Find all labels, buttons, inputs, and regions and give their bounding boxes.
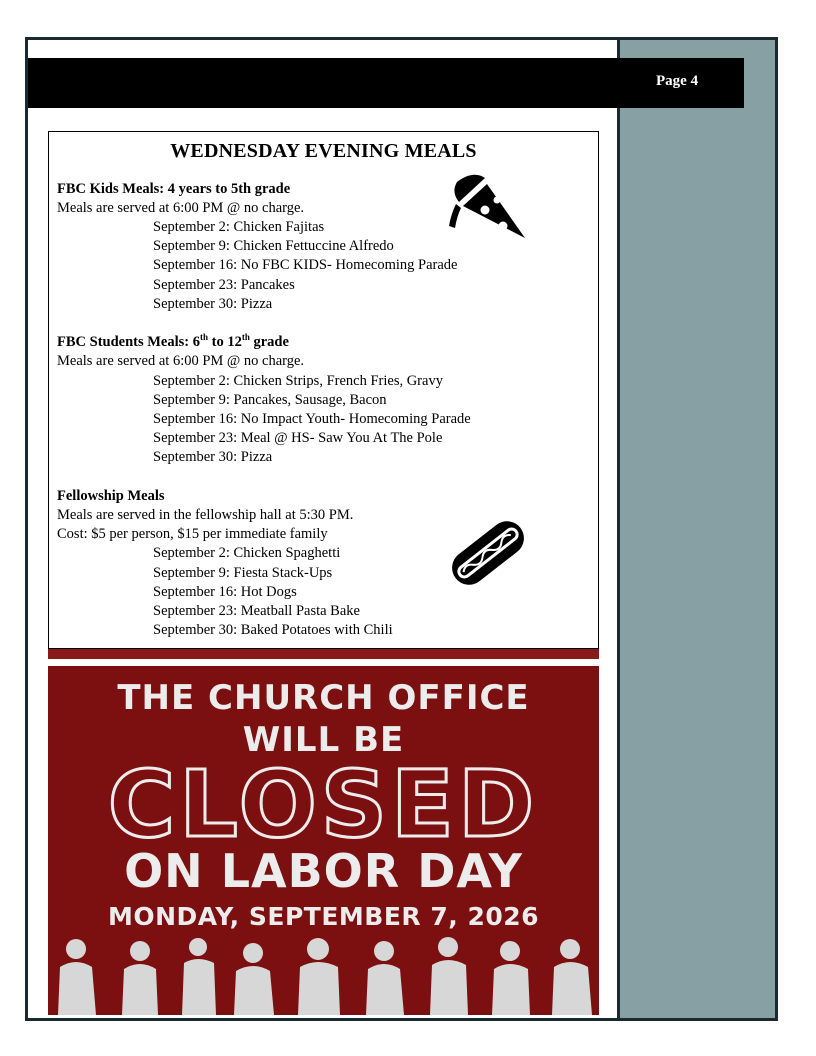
closed-headline [48, 758, 599, 844]
students-item: September 9: Pancakes, Sausage, Bacon [153, 392, 387, 408]
students-note: Meals are served at 6:00 PM @ no charge. [57, 353, 305, 369]
fellowship-note: Meals are served in the fellowship hall at 5:30 PM. [57, 507, 354, 523]
poster-line-2: WILL BE [242, 720, 405, 760]
fellowship-cost: Cost: $5 per person, $15 per immediate family [57, 526, 328, 542]
page-number: Page 4 [656, 73, 699, 89]
closed-text: CLOSED [107, 758, 539, 844]
kids-note: Meals are served at 6:00 PM @ no charge. [57, 200, 305, 216]
fellowship-item: September 16: Hot Dogs [153, 584, 297, 600]
students-item: September 16: No Impact Youth- Homecoming Parade [153, 411, 471, 427]
kids-heading: FBC Kids Meals: 4 years to 5th grade [57, 181, 291, 197]
poster-line-5: MONDAY, SEPTEMBER 7, 2026 [107, 902, 540, 931]
labor-day-poster [48, 666, 599, 1015]
poster-line-4: ON LABOR DAY [124, 844, 523, 898]
kids-item: September 30: Pizza [153, 296, 273, 312]
fellowship-item: September 2: Chicken Spaghetti [153, 545, 341, 561]
kids-item: September 9: Chicken Fettuccine Alfredo [153, 238, 394, 254]
pizza-slice-icon [447, 172, 529, 244]
workers-silhouette [48, 933, 599, 1015]
fellowship-heading: Fellowship Meals [57, 488, 165, 504]
students-item: September 2: Chicken Strips, French Fries, Gravy [153, 373, 443, 389]
maroon-divider [48, 649, 599, 659]
students-item: September 23: Meal @ HS- Saw You At The Pole [153, 430, 443, 446]
fellowship-item: September 23: Meatball Pasta Bake [153, 603, 360, 619]
meals-title: WEDNESDAY EVENING MEALS [170, 140, 477, 162]
header-bar [28, 58, 744, 108]
kids-item: September 2: Chicken Fajitas [153, 219, 325, 235]
kids-item: September 23: Pancakes [153, 277, 295, 293]
poster-line-1: THE CHURCH OFFICE [117, 678, 530, 718]
students-item: September 30: Pizza [153, 449, 273, 465]
hot-dog-icon [445, 510, 531, 596]
fellowship-item: September 30: Baked Potatoes with Chili [153, 622, 393, 638]
meals-box [48, 131, 599, 649]
fellowship-item: September 9: Fiesta Stack-Ups [153, 565, 333, 581]
students-heading: FBC Students Meals: 6th to 12th grade [57, 332, 289, 350]
side-panel [617, 37, 778, 1021]
kids-item: September 16: No FBC KIDS- Homecoming Parade [153, 257, 458, 273]
